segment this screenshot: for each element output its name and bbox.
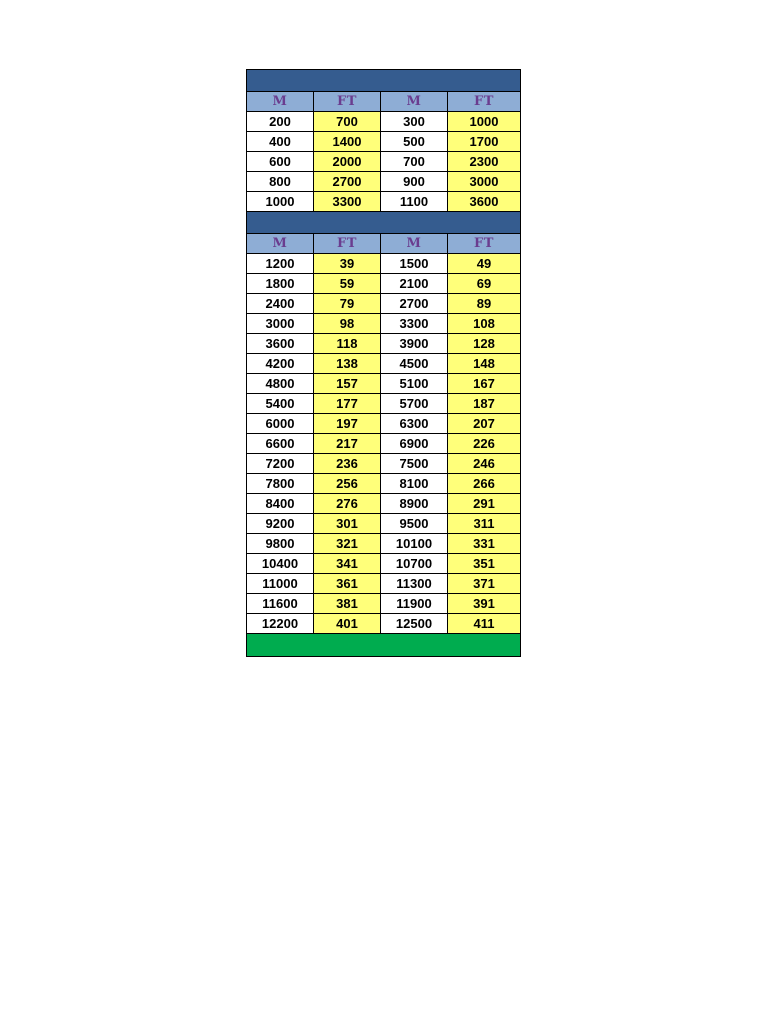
cell-meters: 5700 xyxy=(381,394,448,413)
cell-feet: 411 xyxy=(448,614,520,633)
cell-feet: 1400 xyxy=(314,132,381,151)
table-row xyxy=(247,294,520,314)
cell-feet: 148 xyxy=(448,354,520,373)
cell-meters: 1800 xyxy=(247,274,314,293)
table-row xyxy=(247,494,520,514)
cell-feet: 128 xyxy=(448,334,520,353)
cell-meters: 1000 xyxy=(247,192,314,211)
header-ft: FT xyxy=(314,234,381,253)
cell-meters: 6600 xyxy=(247,434,314,453)
table-row xyxy=(247,474,520,494)
cell-meters: 4200 xyxy=(247,354,314,373)
cell-feet: 138 xyxy=(314,354,381,373)
cell-feet: 311 xyxy=(448,514,520,533)
cell-feet: 118 xyxy=(314,334,381,353)
cell-feet: 361 xyxy=(314,574,381,593)
cell-meters: 8100 xyxy=(381,474,448,493)
table-row xyxy=(247,514,520,534)
cell-meters: 600 xyxy=(247,152,314,171)
cell-meters: 200 xyxy=(247,112,314,131)
table-row xyxy=(247,152,520,172)
cell-meters: 1100 xyxy=(381,192,448,211)
cell-feet: 291 xyxy=(448,494,520,513)
cell-feet: 276 xyxy=(314,494,381,513)
cell-meters: 11300 xyxy=(381,574,448,593)
cell-meters: 7200 xyxy=(247,454,314,473)
table-row xyxy=(247,274,520,294)
cell-feet: 167 xyxy=(448,374,520,393)
header-row xyxy=(247,92,520,112)
cell-meters: 6000 xyxy=(247,414,314,433)
cell-feet: 236 xyxy=(314,454,381,473)
cell-feet: 89 xyxy=(448,294,520,313)
cell-feet: 700 xyxy=(314,112,381,131)
header-ft: FT xyxy=(474,94,494,109)
cell-meters: 6900 xyxy=(381,434,448,453)
table-row xyxy=(247,434,520,454)
cell-meters: 9200 xyxy=(247,514,314,533)
cell-feet: 108 xyxy=(448,314,520,333)
table-row xyxy=(247,132,520,152)
cell-feet: 226 xyxy=(448,434,520,453)
cell-feet: 207 xyxy=(448,414,520,433)
cell-feet: 341 xyxy=(314,554,381,573)
cell-meters: 400 xyxy=(247,132,314,151)
cell-feet: 79 xyxy=(314,294,381,313)
conversion-table xyxy=(246,69,521,657)
cell-feet: 187 xyxy=(448,394,520,413)
cell-meters: 10700 xyxy=(381,554,448,573)
cell-feet: 157 xyxy=(314,374,381,393)
cell-meters: 8900 xyxy=(381,494,448,513)
table-row xyxy=(247,334,520,354)
header-m: M xyxy=(247,92,314,111)
cell-feet: 59 xyxy=(314,274,381,293)
cell-feet: 321 xyxy=(314,534,381,553)
cell-meters: 12500 xyxy=(381,614,448,633)
cell-feet: 217 xyxy=(314,434,381,453)
cell-meters: 9800 xyxy=(247,534,314,553)
cell-meters: 11900 xyxy=(381,594,448,613)
table-row xyxy=(247,112,520,132)
cell-meters: 2400 xyxy=(247,294,314,313)
table-row xyxy=(247,414,520,434)
cell-meters: 700 xyxy=(381,152,448,171)
table-row xyxy=(247,574,520,594)
cell-feet: 3600 xyxy=(448,192,520,211)
cell-feet: 2700 xyxy=(314,172,381,191)
header-ft: FT xyxy=(474,236,494,251)
cell-meters: 2100 xyxy=(381,274,448,293)
cell-meters: 11000 xyxy=(247,574,314,593)
table-row xyxy=(247,454,520,474)
cell-feet: 301 xyxy=(314,514,381,533)
cell-feet: 2000 xyxy=(314,152,381,171)
cell-meters: 300 xyxy=(381,112,448,131)
cell-feet: 371 xyxy=(448,574,520,593)
cell-feet: 2300 xyxy=(448,152,520,171)
cell-feet: 98 xyxy=(314,314,381,333)
cell-meters: 1200 xyxy=(247,254,314,273)
header-ft: FT xyxy=(314,92,381,111)
cell-feet: 381 xyxy=(314,594,381,613)
table-row xyxy=(247,534,520,554)
cell-meters: 7800 xyxy=(247,474,314,493)
cell-meters: 3300 xyxy=(381,314,448,333)
cell-feet: 266 xyxy=(448,474,520,493)
cell-meters: 7500 xyxy=(381,454,448,473)
cell-meters: 10100 xyxy=(381,534,448,553)
cell-feet: 1000 xyxy=(448,112,520,131)
cell-meters: 5100 xyxy=(381,374,448,393)
cell-meters: 11600 xyxy=(247,594,314,613)
cell-meters: 3900 xyxy=(381,334,448,353)
table-row xyxy=(247,554,520,574)
section-divider-band xyxy=(247,212,520,234)
table-section-1 xyxy=(247,92,520,212)
header-m: M xyxy=(381,92,448,111)
table-footer-band xyxy=(247,634,520,656)
cell-meters: 800 xyxy=(247,172,314,191)
cell-meters: 1500 xyxy=(381,254,448,273)
cell-meters: 9500 xyxy=(381,514,448,533)
cell-meters: 8400 xyxy=(247,494,314,513)
table-row xyxy=(247,394,520,414)
cell-feet: 197 xyxy=(314,414,381,433)
table-row xyxy=(247,314,520,334)
cell-meters: 3000 xyxy=(247,314,314,333)
header-m: M xyxy=(247,234,314,253)
cell-feet: 39 xyxy=(314,254,381,273)
cell-feet: 331 xyxy=(448,534,520,553)
table-row xyxy=(247,254,520,274)
cell-feet: 401 xyxy=(314,614,381,633)
cell-meters: 10400 xyxy=(247,554,314,573)
cell-feet: 177 xyxy=(314,394,381,413)
cell-feet: 3300 xyxy=(314,192,381,211)
cell-meters: 12200 xyxy=(247,614,314,633)
cell-feet: 1700 xyxy=(448,132,520,151)
table-title-band xyxy=(247,70,520,92)
cell-meters: 4800 xyxy=(247,374,314,393)
cell-feet: 49 xyxy=(448,254,520,273)
table-row xyxy=(247,192,520,212)
cell-meters: 900 xyxy=(381,172,448,191)
header-m: M xyxy=(381,234,448,253)
header-row xyxy=(247,234,520,254)
cell-meters: 500 xyxy=(381,132,448,151)
cell-meters: 4500 xyxy=(381,354,448,373)
cell-meters: 2700 xyxy=(381,294,448,313)
cell-feet: 69 xyxy=(448,274,520,293)
cell-feet: 246 xyxy=(448,454,520,473)
cell-feet: 3000 xyxy=(448,172,520,191)
table-row xyxy=(247,614,520,634)
table-row xyxy=(247,594,520,614)
table-row xyxy=(247,172,520,192)
table-row xyxy=(247,374,520,394)
cell-meters: 6300 xyxy=(381,414,448,433)
cell-meters: 5400 xyxy=(247,394,314,413)
table-section-2 xyxy=(247,234,520,634)
cell-feet: 256 xyxy=(314,474,381,493)
cell-meters: 3600 xyxy=(247,334,314,353)
cell-feet: 351 xyxy=(448,554,520,573)
table-row xyxy=(247,354,520,374)
cell-feet: 391 xyxy=(448,594,520,613)
